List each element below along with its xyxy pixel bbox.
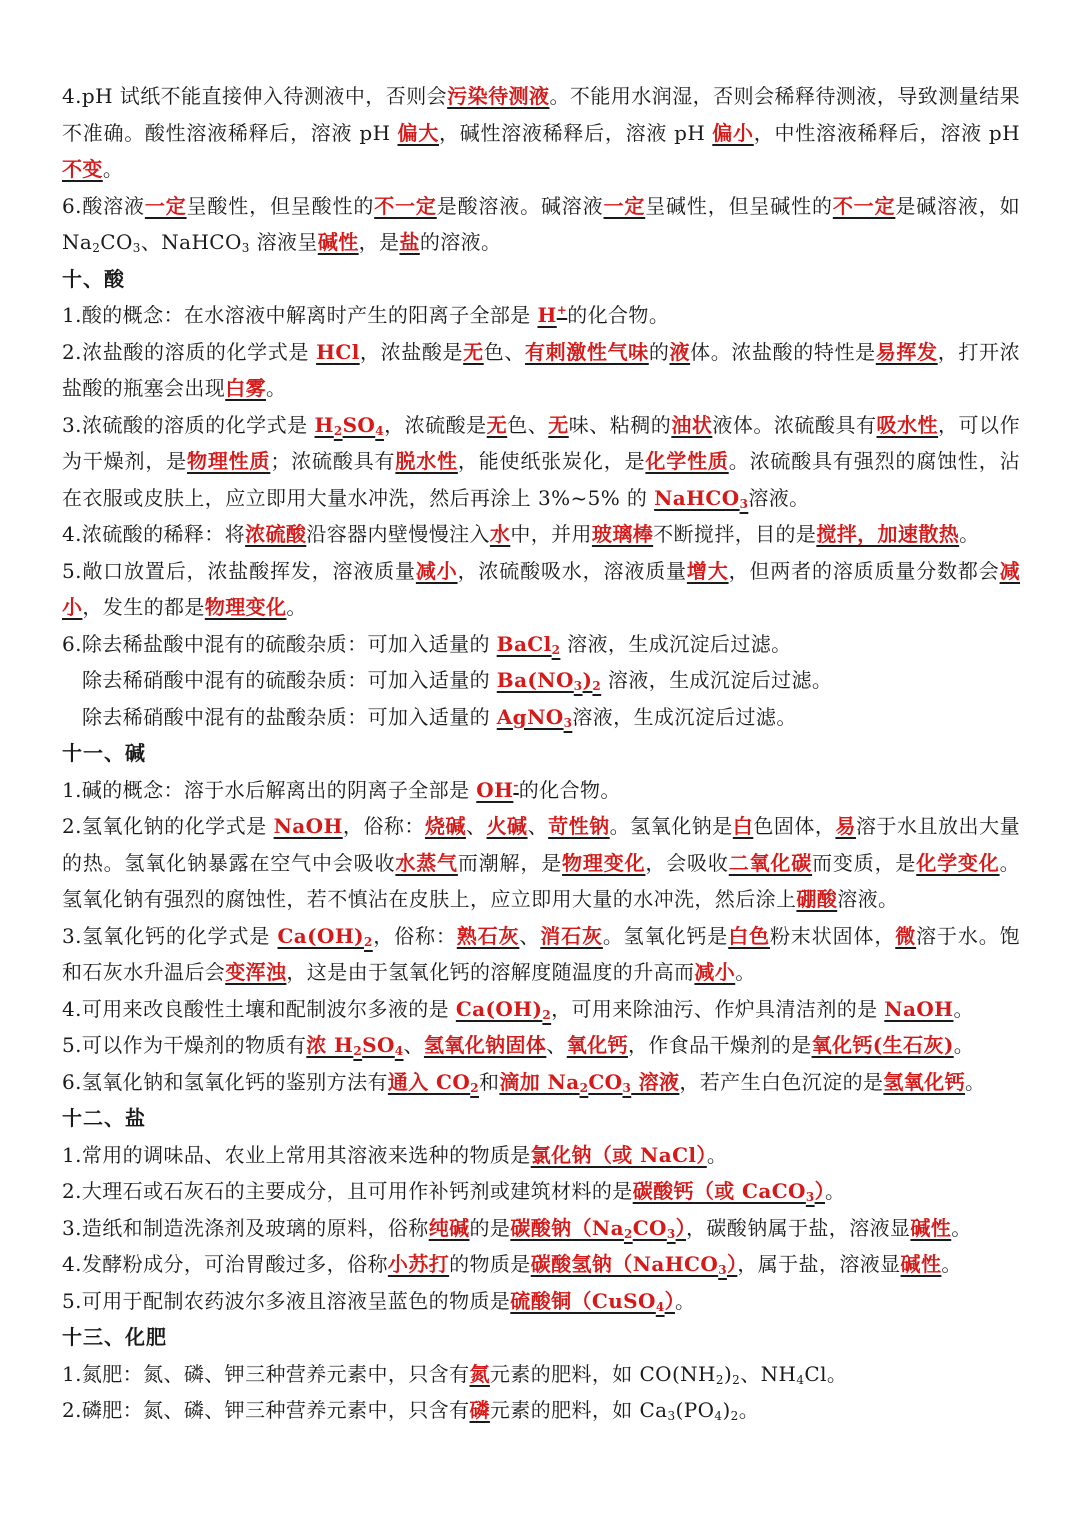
body-text: 和 <box>478 1069 500 1094</box>
note-paragraph <box>62 1137 1020 1174</box>
script-text: 4 <box>796 1372 805 1387</box>
answer-text: 一定 <box>144 193 187 218</box>
body-text: 。 <box>959 522 980 546</box>
answer-text: HCl <box>316 339 360 364</box>
note-paragraph <box>62 78 1020 188</box>
body-text: 。 <box>964 1069 986 1094</box>
body-text: 溶液。 <box>837 887 899 911</box>
answer-text: 搅拌，加速散热 <box>816 522 960 546</box>
body-text: ，碱性溶液稀释后，溶液 pH <box>438 120 713 145</box>
body-text: 3.氢氧化钙的化学式是 <box>62 923 278 948</box>
note-paragraph <box>62 516 1020 553</box>
body-text: 是酸溶液。碱溶液 <box>436 193 604 218</box>
answer-text: 增大 <box>686 558 729 583</box>
body-text: 、 <box>403 1033 424 1057</box>
body-text: 5.可以作为干燥剂的物质有 <box>62 1033 307 1057</box>
answer-text: 白雾 <box>225 376 267 400</box>
answer-text: 脱水性 <box>395 449 458 473</box>
answer-text: NaHCO <box>654 485 740 510</box>
body-text: 的溶液。 <box>419 230 502 254</box>
body-text: 。 <box>953 996 974 1021</box>
answer-text: 化学性质 <box>645 449 729 473</box>
answer-text: 3 <box>739 496 749 511</box>
answer-text: + <box>556 303 568 317</box>
body-text: 。 <box>674 1288 696 1313</box>
answer-text: 氯化钠（或 NaCl） <box>530 1142 707 1167</box>
body-text: 十、酸 <box>62 266 125 291</box>
answer-text: 无 <box>486 412 508 437</box>
script-text: 3 <box>667 1409 676 1423</box>
body-text: ，俗称： <box>342 814 425 838</box>
script-text: 4 <box>714 1409 723 1423</box>
answer-text: 有刺激性气味 <box>525 339 649 364</box>
body-text: ) <box>723 1361 733 1386</box>
answer-text: 4 <box>375 423 384 438</box>
answer-text: 无 <box>463 339 484 364</box>
note-paragraph <box>62 334 1020 407</box>
body-text: 。 <box>738 1398 760 1422</box>
body-text: 色固体， <box>753 814 836 838</box>
body-text: ，若产生白色沉淀的是 <box>679 1069 884 1094</box>
answer-text: 不变 <box>62 157 103 181</box>
body-text: 。氢氧化钠有强烈的腐蚀性，若不慎沾在皮肤上，应立即用大量的水冲洗，然后涂上 <box>62 850 1020 911</box>
answer-text: ） <box>726 1252 738 1276</box>
section-heading <box>62 1319 1020 1356</box>
note-paragraph <box>62 662 1020 699</box>
answer-text: 消石灰 <box>540 923 603 948</box>
note-paragraph <box>62 1246 1020 1283</box>
answer-text: H <box>314 412 334 437</box>
body-text: ) <box>722 1398 731 1422</box>
note-paragraph <box>62 772 1020 809</box>
answer-text: BaCl <box>496 631 552 656</box>
answer-text: 易 <box>835 814 856 838</box>
answer-text: 2 <box>364 934 373 949</box>
answer-text: 氢氧化钙 <box>883 1069 965 1094</box>
note-paragraph <box>62 808 1020 918</box>
answer-text: 3 <box>622 1080 632 1095</box>
body-text: 粉末状固体， <box>769 923 896 948</box>
note-paragraph <box>62 626 1020 663</box>
answer-text: 无 <box>548 412 569 437</box>
answer-text: 3 <box>718 1263 727 1277</box>
body-text: 4.发酵粉成分，可治胃酸过多，俗称 <box>62 1252 388 1276</box>
note-paragraph <box>62 188 1020 261</box>
body-text: 4.浓硫酸的稀释：将 <box>62 522 246 546</box>
answer-text: 纯碱 <box>428 1215 470 1240</box>
body-text: 中，并用 <box>510 522 592 546</box>
script-text: 2 <box>92 241 101 255</box>
body-text: 6.氢氧化钠和氢氧化钙的鉴别方法有 <box>62 1069 388 1094</box>
answer-text: 化学变化 <box>916 850 1000 875</box>
answer-text: 3 <box>573 679 583 693</box>
body-text: 5.敞口放置后，浓盐酸挥发，溶液质量 <box>62 558 416 583</box>
answer-text: 氧化钙 <box>566 1033 628 1057</box>
answer-text: 易挥发 <box>875 339 938 364</box>
body-text: 、 <box>527 814 549 838</box>
body-text: 味、粘稠的 <box>568 412 672 437</box>
note-paragraph <box>62 991 1020 1028</box>
body-text: 。 <box>266 376 287 400</box>
answer-text: 物理变化 <box>204 595 287 619</box>
answer-text: 磷 <box>469 1398 490 1422</box>
answer-text: 碱性 <box>317 230 359 254</box>
section-heading <box>62 261 1020 298</box>
answer-text: 不一定 <box>832 193 896 218</box>
answer-text: 3 <box>805 1190 815 1204</box>
note-paragraph <box>62 553 1020 626</box>
answer-text: 小苏打 <box>387 1252 450 1276</box>
answer-text: 滴加 Na <box>499 1069 580 1094</box>
body-text: 、 <box>546 1033 567 1057</box>
answer-text: 液 <box>669 339 691 364</box>
body-text: 的物质是 <box>449 1252 531 1276</box>
note-paragraph <box>62 918 1020 991</box>
body-text: 而变质，是 <box>812 850 917 875</box>
note-paragraph <box>62 407 1020 517</box>
note-paragraph <box>62 1210 1020 1247</box>
answer-text: 2 <box>623 1226 633 1241</box>
body-text: 。氢氧化钠是 <box>609 814 733 838</box>
body-text: 。浓硫酸具有强烈的腐蚀性，沾在衣服或皮肤上，应立即用大量水冲洗，然后再涂上 3%~5% 的 <box>62 449 1020 510</box>
body-text: ，俗称： <box>372 923 457 948</box>
script-text: 2 <box>730 1409 739 1423</box>
answer-text: Ca(OH) <box>455 996 543 1021</box>
body-text: 3.浓硫酸的溶质的化学式是 <box>62 412 315 437</box>
study-notes-page <box>62 78 1020 1429</box>
answer-text: 通入 CO <box>387 1069 471 1094</box>
body-text: 6.酸溶液 <box>62 193 145 218</box>
answer-text: 微 <box>895 923 917 948</box>
answer-text: 玻璃棒 <box>591 522 654 546</box>
body-text: 6.除去稀盐酸中混有的硫酸杂质：可加入适量的 <box>62 631 497 656</box>
answer-text: 碱性 <box>900 1252 942 1276</box>
body-text: 2.磷肥：氮、磷、钾三种营养元素中，只含有 <box>62 1398 470 1422</box>
body-text: ，能使纸张炭化，是 <box>457 449 646 473</box>
body-text: ；浓硫酸具有 <box>270 449 396 473</box>
answer-text: 一定 <box>603 193 646 218</box>
body-text: 、NaHCO <box>140 230 242 254</box>
answer-text: Ca(OH) <box>277 923 365 948</box>
answer-text: OH <box>476 777 514 802</box>
body-text: 溶液，生成沉淀后过滤。 <box>572 704 797 729</box>
answer-text: 火碱 <box>486 814 528 838</box>
answer-text: 减小 <box>415 558 458 583</box>
body-text: ，这是由于氢氧化钙的溶解度随温度的升高而 <box>286 960 695 984</box>
body-text: 2.浓盐酸的溶质的化学式是 <box>62 339 317 364</box>
answer-text: SO <box>342 412 376 437</box>
body-text: 。不能用水润湿，否则会稀释待测液，导致测量结果不准确。酸性溶液稀释后，溶液 pH <box>62 84 1021 145</box>
body-text: 溶于水且放出大量的热。氢氧化钠暴露在空气中会吸收 <box>62 814 1020 875</box>
body-text: 。 <box>951 1215 972 1240</box>
body-text: 。 <box>735 960 756 984</box>
body-text: 、 <box>466 814 487 838</box>
body-text: ，会吸收 <box>645 850 729 875</box>
answer-text: 2 <box>579 1080 589 1095</box>
note-paragraph <box>62 297 1020 334</box>
body-text: ，可以作为干燥剂，是 <box>62 412 1020 473</box>
answer-text: 物理变化 <box>562 850 646 875</box>
body-text: 1.碱的概念：溶于水后解离出的阴离子全部是 <box>62 777 477 802</box>
answer-text: 苛性钠 <box>548 814 610 838</box>
answer-text: 2 <box>592 679 602 693</box>
body-text: 色、 <box>507 412 549 437</box>
body-text: ，碳酸钠属于盐，溶液显 <box>686 1215 911 1240</box>
answer-text: ） <box>814 1179 826 1203</box>
answer-text: CO <box>632 1215 667 1240</box>
body-text: 溶液，生成沉淀后过滤。 <box>560 631 792 656</box>
script-text: 2 <box>715 1372 724 1387</box>
answer-text: 偏大 <box>397 120 439 145</box>
answer-text: 变浑浊 <box>225 960 287 984</box>
answer-text: 碳酸钠（Na <box>510 1215 624 1240</box>
answer-text: 熟石灰 <box>456 923 520 948</box>
answer-text: 硫酸铜（CuSO <box>510 1288 656 1313</box>
body-text: 、NH <box>740 1361 797 1386</box>
body-text: 呈碱性，但呈碱性的 <box>645 193 833 218</box>
body-text: 十三、化肥 <box>62 1325 167 1349</box>
body-text: 3.造纸和制造洗涤剂及玻璃的原料，俗称 <box>62 1215 429 1240</box>
body-text: 体。浓盐酸的特性是 <box>690 339 876 364</box>
body-text: 沿容器内壁慢慢注入 <box>306 522 490 546</box>
body-text: ，是 <box>358 230 400 254</box>
body-text: 。氢氧化钙是 <box>602 923 729 948</box>
body-text: 的 <box>648 339 670 364</box>
body-text: 溶液，生成沉淀后过滤。 <box>601 668 833 692</box>
body-text: 4.可用来改良酸性土壤和配制波尔多液的是 <box>62 996 456 1021</box>
answer-text: 白色 <box>728 923 770 948</box>
answer-text: 物理性质 <box>187 449 271 473</box>
body-text: 十一、碱 <box>62 741 146 765</box>
answer-text: 3 <box>563 715 573 730</box>
body-text: 元素的肥料，如 Ca <box>489 1398 668 1422</box>
body-text: 2.氢氧化钠的化学式是 <box>62 814 274 838</box>
answer-text: Ba(NO <box>496 668 574 692</box>
body-text: 溶液呈 <box>249 230 318 254</box>
answer-text: SO <box>362 1033 395 1057</box>
script-text: 2 <box>732 1372 741 1387</box>
body-text: 溶液。 <box>748 485 810 510</box>
body-text: 呈酸性，但呈酸性的 <box>186 193 375 218</box>
answer-text: - <box>513 777 519 792</box>
note-paragraph <box>62 1173 1020 1210</box>
note-paragraph <box>62 1064 1020 1101</box>
body-text: 除去稀硝酸中混有的盐酸杂质：可加入适量的 <box>82 704 497 729</box>
body-text: 的化合物。 <box>518 777 621 802</box>
body-text: 而潮解，是 <box>457 850 563 875</box>
body-text: 的化合物。 <box>567 303 670 327</box>
body-text: 元素的肥料，如 CO(NH <box>489 1361 716 1386</box>
note-paragraph <box>62 1283 1020 1320</box>
answer-text: 2 <box>542 1007 552 1022</box>
answer-text: 油状 <box>671 412 713 437</box>
body-text: 5.可用于配制农药波尔多液且溶液呈蓝色的物质是 <box>62 1288 511 1313</box>
note-paragraph <box>62 699 1020 736</box>
answer-text: 浓 H <box>306 1033 354 1057</box>
answer-text: 不一定 <box>374 193 437 218</box>
answer-text: CO <box>588 1069 623 1094</box>
body-text: 。 <box>286 595 307 619</box>
answer-text: 偏小 <box>712 120 754 145</box>
answer-text: 2 <box>333 423 343 438</box>
answer-text: ) <box>582 668 593 692</box>
answer-text: 碳酸氢钠（NaHCO <box>530 1252 719 1276</box>
body-text: (PO <box>675 1398 715 1422</box>
body-text: 1.酸的概念：在水溶液中解离时产生的阳离子全部是 <box>62 303 538 327</box>
answer-text: 减小 <box>62 558 1020 619</box>
answer-text: NaOH <box>273 814 343 838</box>
body-text: 除去稀硝酸中混有的硫酸杂质：可加入适量的 <box>82 668 497 692</box>
answer-text: 氮 <box>469 1361 490 1386</box>
body-text: 的是 <box>469 1215 511 1240</box>
body-text: 溶于水。饱和石灰水升温后会 <box>62 923 1021 984</box>
answer-text: AgNO <box>496 704 564 729</box>
answer-text: 盐 <box>399 230 420 254</box>
note-paragraph <box>62 1027 1020 1064</box>
body-text: ，中性溶液稀释后，溶液 pH <box>753 120 1020 145</box>
answer-text: 2 <box>470 1080 479 1095</box>
body-text: 液体。浓硫酸具有 <box>712 412 877 437</box>
answer-text: 氧化钙(生石灰) <box>811 1033 954 1057</box>
body-text: 不断搅拌，目的是 <box>653 522 817 546</box>
answer-text: 减小 <box>694 960 736 984</box>
body-text: ，浓硫酸是 <box>384 412 487 437</box>
body-text: ，可用来除油污、作炉具清洁剂的是 <box>551 996 885 1021</box>
section-heading <box>62 1100 1020 1137</box>
answer-text: ） <box>664 1288 675 1313</box>
answer-text: 4 <box>394 1044 404 1058</box>
body-text: Cl。 <box>804 1361 848 1386</box>
answer-text: 4 <box>655 1299 665 1314</box>
body-text: 。 <box>825 1179 846 1203</box>
body-text: 1.常用的调味品、农业上常用其溶液来选种的物质是 <box>62 1142 531 1167</box>
answer-text: 碱性 <box>910 1215 952 1240</box>
answer-text: 3 <box>666 1226 676 1241</box>
answer-text: 二氧化碳 <box>728 850 813 875</box>
body-text: 、 <box>519 923 541 948</box>
body-text: ，作食品干燥剂的是 <box>627 1033 812 1057</box>
body-text: 4.pH 试纸不能直接伸入待测液中，否则会 <box>62 84 448 108</box>
answer-text: 2 <box>353 1044 363 1058</box>
section-heading <box>62 735 1020 772</box>
answer-text: H <box>537 303 557 327</box>
script-text: 3 <box>132 241 141 255</box>
body-text: CO <box>100 230 133 254</box>
body-text: 。 <box>706 1142 728 1167</box>
answer-text: 污染待测液 <box>447 84 550 108</box>
body-text: ，属于盐，溶液显 <box>737 1252 901 1276</box>
answer-text: 水蒸气 <box>395 850 458 875</box>
body-text: ，发生的都是 <box>82 595 205 619</box>
body-text: ，浓盐酸是 <box>359 339 464 364</box>
body-text: 色、 <box>483 339 526 364</box>
note-paragraph <box>62 1356 1020 1393</box>
body-text: ，浓硫酸吸水，溶液质量 <box>457 558 687 583</box>
body-text: ，打开浓盐酸的瓶塞会出现 <box>62 339 1021 400</box>
body-text: 。 <box>941 1252 962 1276</box>
script-text: 3 <box>241 241 250 255</box>
note-paragraph <box>62 1392 1020 1429</box>
body-text: ，但两者的溶质质量分数都会 <box>728 558 1000 583</box>
answer-text: 氢氧化钠固体 <box>423 1033 547 1057</box>
answer-text: 浓硫酸 <box>245 522 307 546</box>
answer-text: 2 <box>551 642 561 657</box>
answer-text: 吸水性 <box>876 412 939 437</box>
body-text: 十二、盐 <box>62 1106 146 1130</box>
answer-text: NaOH <box>884 996 954 1021</box>
answer-text: 烧碱 <box>424 814 466 838</box>
answer-text: 碳酸钙（或 CaCO <box>632 1179 806 1203</box>
answer-text: 白 <box>732 814 754 838</box>
body-text: 。 <box>102 157 124 181</box>
body-text: 。 <box>953 1033 975 1057</box>
body-text: 是碱溶液，如 Na <box>62 193 1020 254</box>
answer-text: ） <box>675 1215 686 1240</box>
answer-text: 水 <box>489 522 511 546</box>
answer-text: 硼酸 <box>796 887 838 911</box>
body-text: 2.大理石或石灰石的主要成分，且可用作补钙剂或建筑材料的是 <box>62 1179 633 1203</box>
answer-text: 溶液 <box>631 1069 680 1094</box>
body-text: 1.氮肥：氮、磷、钾三种营养元素中，只含有 <box>62 1361 470 1386</box>
